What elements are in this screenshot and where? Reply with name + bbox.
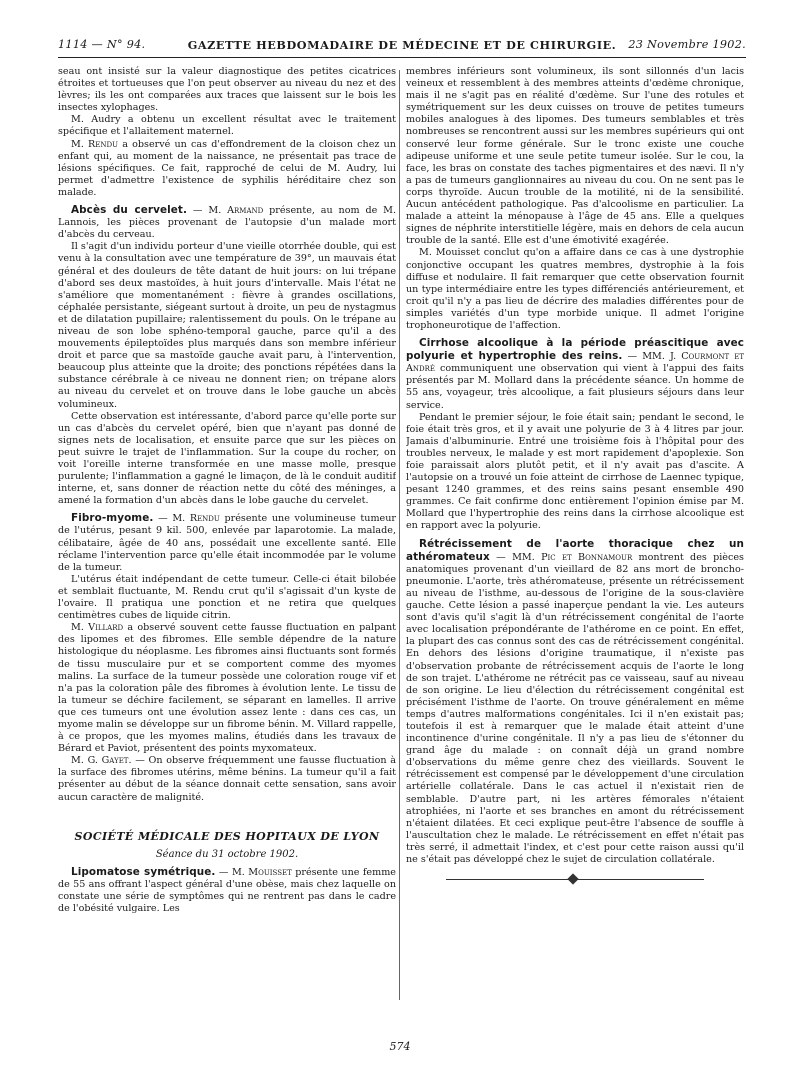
- paragraph: seau ont insisté sur la valeur diagnostique des petites cicatrices étroites et tortueuses que l'on peut observer au niveau du nez et des lèvres; ils les ont comparées aux traces que laissent sur le bois les insectes xylophages.: [58, 66, 396, 114]
- running-header: [58, 34, 746, 58]
- author-name: M. Rendu: [71, 138, 119, 150]
- paragraph-text: — On observe fréquemment une fausse fluctuation à la surface des fibromes utérins, même bénins. La tumeur qu'il a fait présenter au début de la séance donnait cette sensation, sans avoir aucun caractère de malignité.: [58, 755, 396, 803]
- journal-title: GAZETTE HEBDOMADAIRE DE MÉDECINE ET DE CHIRURGIE.: [187, 38, 617, 52]
- section-title: Abcès du cervelet.: [71, 204, 188, 217]
- author-name: M. Armand: [208, 205, 264, 217]
- author-name: MM. J. Courmont et André: [406, 351, 744, 375]
- paragraph: membres inférieurs sont volumineux, ils sont sillonnés d'un lacis veineux et ressemblent à des membres atteints d'œdème chronique, mais il ne s'agit pas en réalité d'œdème. Sur l'une des rotules et symétriquement sur les deux cuisses on trouve de petites tumeurs mobiles analogues à des lipomes. Des tumeurs semblables et très nombreuses se rencontrent aussi sur les membres supérieurs qui ont conservé leur forme générale. Sur le tronc existe une couche adipeuse uniforme et une seule petite tumeur isolée. Sur le cou, la face, les bras on constate des taches pigmentaires et des nævi. Il n'y a pas de tumeurs ganglionnaires au niveau du cou. On ne sent pas le corps thyroïde. Aucun trouble de la motilité, ni de la sensibilité. Aucun antécédent pathologique. Pas d'alcoolisme en particulier. La malade a atteint la ménopause à l'âge de 45 ans. Elle a quelques signes de néphrite interstitielle légère, mais en dehors de cela aucun trouble de la santé. Elle est d'une émotivité exagérée.: [406, 66, 744, 247]
- paragraph-text: a observé un cas d'effondrement de la cloison chez un enfant qui, au moment de la naissance, ne présentait pas trace de lésions spécifiques. Ce fait, rapproché de celui de M. Audry, lui permet d'admettre l'existence de syphilis héréditaire chez son malade.: [58, 138, 396, 198]
- session-date: Séance du 31 octobre 1902.: [155, 848, 299, 860]
- paragraph-text: présente, au nom de M. Lannois, les pièces provenant de l'autopsie d'un malade mort d'abcès du cerveau.: [58, 205, 396, 241]
- paragraph: [58, 622, 396, 755]
- page-folio: 574: [389, 1040, 411, 1053]
- author-name: M. Rendu: [172, 513, 220, 525]
- author-name: M. Villard: [71, 622, 124, 634]
- paragraph-text: montrent des pièces anatomiques provenant d'un vieillard de 82 ans mort de broncho-pneumonie. L'aorte, très athéromateuse, présente un rétrécissement au niveau de l'isthme, au-dessous de l'origine de la sous-clavière gauche. Cette lésion a passé inaperçue pendant la vie. Les auteurs sont d'avis qu'il s'agit là d'un rétrécissement congénital de l'aorte avec localisation prépondérante de l'athérome en ce point. En effet, la plupart des cas connus sont des cas de rétrécissement congénital. En dehors des lésions d'origine traumatique, il n'existe pas d'observation probante de rétrécissement acquis de l'aorte le long de son trajet. L'athérome ne rétrécit pas ce vaisseau, sauf au niveau de son origine. Le lieu d'élection du rétrécissement congénital est précisément l'isthme de l'aorte. On trouve généralement en même temps d'autres malformations congénitales. Ici il n'en existait pas; toutefois il est à remarquer que le malade était atteint d'une incontinence d'urine congénitale. Il n'y a pas lieu de s'étonner du grand âge du malade : on connaît déjà un grand nombre d'observations du même genre chez des vieillards. Souvent le rétrécissement est compensé par le développement d'une circulation artérielle collatérale. Dans le cas actuel il n'existait rien de semblable. D'autre part, ni les artères fémorales n'étaient atrophiées, ni l'aorte et ses branches en amont du rétrécissement n'étaient dilatées. Et ceci explique peut-être l'absence de souffle à l'auscultation chez le malade. Le rétrécissement en effet n'était pas très serré, il admettait l'index, et c'est pour cette raison aussi qu'il ne s'était pas développé chez le sujet de circulation collatérale.: [406, 551, 744, 865]
- section-title: Lipomatose symétrique.: [71, 865, 216, 878]
- paragraph: [58, 755, 396, 803]
- end-ornament: [406, 872, 744, 886]
- issue-date: 23 Novembre 1902.: [628, 38, 746, 51]
- author-name: M. G. Gayet.: [71, 755, 132, 767]
- section-title: Rétrécissement de l'aorte thoracique chez un athéromateux: [406, 537, 744, 563]
- paragraph-text: communiquent une observation qui vient à l'appui des faits présentés par M. Mollard dans la précédente séance. Un homme de 55 ans, voyageur, très alcoolique, a fait plusieurs séjours dans leur service.: [406, 363, 744, 411]
- paragraph: M. Audry a obtenu un excellent résultat avec le traitement spécifique et l'allaitement maternel.: [58, 114, 396, 138]
- section-fibro-myome: Fibro-myome. — M. Rendu présente une volumineuse tumeur de l'utérus, pesant 9 kil. 500, enlevée par laparotomie. La malade, célibataire, âgée de 40 ans, possédait une excellente santé. Elle réclame l'intervention parce qu'elle était incommodée par le volume de la tumeur.: [58, 512, 396, 573]
- section-retrecissement-aorte: Rétrécissement de l'aorte thoracique chez un athéromateux — MM. Pic et Bonnamour montrent des pièces anatomiques provenant d'un vieillard de 82 ans mort de broncho-pneumonie. L'aorte, très athéromateuse, présente un rétrécissement au niveau de l'isthme, au-dessous de l'origine de la sous-clavière gauche. Cette lésion a passé inaperçue pendant la vie. Les auteurs sont d'avis qu'il s'agit là d'un rétrécissement congénital de l'aorte avec localisation prépondérante de l'athérome en ce point. En effet, la plupart des cas connus sont des cas de rétrécissement congénital. En dehors des lésions d'origine traumatique, il n'existe pas d'observation probante de rétrécissement acquis de l'aorte le long de son trajet. L'athérome ne rétrécit pas ce vaisseau, sauf au niveau de son origine. Le lieu d'élection du rétrécissement congénital est précisément l'isthme de l'aorte. On trouve généralement en même temps d'autres malformations congénitales. Ici il n'en existait pas; toutefois il est à remarquer que le malade était atteint d'une incontinence d'urine congénitale. Il n'y a pas lieu de s'étonner du grand âge du malade : on connaît déjà un grand nombre d'observations du même genre chez des vieillards. Souvent le rétrécissement est compensé par le développement d'une circulation artérielle collatérale. Dans le cas actuel il n'existait rien de semblable. D'autre part, ni les artères fémorales n'étaient atrophiées, ni l'aorte et ses branches en amont du rétrécissement n'étaient dilatées. Et ceci explique peut-être l'absence de souffle à l'auscultation chez le malade. Le rétrécissement en effet n'était pas très serré, il admettait l'index, et c'est pour cette raison aussi qu'il ne s'était pas développé chez le sujet de circulation collatérale.: [406, 537, 744, 865]
- paragraph: Pendant le premier séjour, le foie était sain; pendant le second, le foie était très gros, et il y avait une polyurie de 3 à 4 litres par jour. Jamais d'albuminurie. Entré une troisième fois à l'hôpital pour des troubles nerveux, le malade y est mort rapidement d'apoplexie. Son foie paraissait alors plutôt petit, et il n'y avait pas d'ascite. A l'autopsie on a trouvé un foie atteint de cirrhose de Laennec typique, pesant 1240 grammes, et des reins sains pesant ensemble 490 grammes. Ce fait confirme donc entièrement l'opinion émise par M. Mollard que l'hypertrophie des reins dans la cirrhose alcoolique est en rapport avec la polyurie.: [406, 411, 744, 532]
- paragraph-text: présente une volumineuse tumeur de l'utérus, pesant 9 kil. 500, enlevée par laparotomie. La malade, célibataire, âgée de 40 ans, possédait une excellente santé. Elle réclame l'intervention parce qu'elle était incommodée par le volume de la tumeur.: [58, 513, 396, 573]
- paragraph: [58, 139, 396, 199]
- section-lipomatose: Lipomatose symétrique. — M. Mouisset présente une femme de 55 ans offrant l'aspect général d'une obèse, mais chez laquelle on constate une série de symptômes qui ne rentrent pas dans le cadre de l'obésité vulgaire. Les: [58, 865, 396, 914]
- header-rule: [58, 57, 746, 58]
- society-heading: SOCIÉTÉ MÉDICALE DES HOPITAUX DE LYON: [74, 829, 380, 843]
- author-name: MM. Pic et Bonnamour: [512, 551, 633, 563]
- paragraph: M. Mouisset conclut qu'on a affaire dans ce cas à une dystrophie conjonctive occupant les quatres membres, dystrophie à la fois diffuse et nodulaire. Il fait remarquer que cette observation fournit un type intermédiaire entre les types différenciés antérieurement, et croit qu'il n'y a pas lieu de décrire des maladies différentes pour de simples variétés d'un type morbide unique. Il admet l'origine trophoneurotique de l'affection.: [406, 247, 744, 331]
- left-column: [58, 66, 396, 1026]
- author-name: M. Mouisset: [231, 866, 292, 878]
- diamond-ornament-icon: [567, 873, 578, 884]
- right-column: [406, 66, 744, 1026]
- column-divider: [399, 70, 400, 1000]
- paragraph-text: a observé souvent cette fausse fluctuation en palpant des lipomes et des fibromes. Elle semble dépendre de la nature histologique du néoplasme. Les fibromes ainsi fluctuants sont formés de tissu musculaire pur et se comportent comme des myomes malins. La surface de la tumeur possède une coloration rouge vif et n'a pas la coloration pâle des fibromes à évolution lente. Le tissu de la tumeur se déchire facilement, se séparant en lamelles. Il arrive que ces tumeurs ont une évolution assez lente : dans ces cas, un myome malin se développe sur un fibrome bénin. M. Villard rappelle, à ce propos, que les myomes malins, étudiés dans les travaux de Bérard et Paviot, présentent des points myxomateux.: [58, 622, 396, 755]
- section-cirrhose: Cirrhose alcoolique à la période préascitique avec polyurie et hypertrophie des reins. — MM. J. Courmont et André communiquent une observation qui vient à l'appui des faits présentés par M. Mollard dans la précédente séance. Un homme de 55 ans, voyageur, très alcoolique, a fait plusieurs séjours dans leur service.: [406, 337, 744, 411]
- paragraph: Cette observation est intéressante, d'abord parce qu'elle porte sur un cas d'abcès du cervelet opéré, bien que n'ayant pas donné de signes nets de localisation, et ensuite parce que sur les pièces on peut suivre le trajet de l'inflammation. Sur la coupe du rocher, on voit l'oreille interne transformée en une masse molle, presque purulente; l'inflammation a gagné le limaçon, de là le conduit auditif interne, et, sans donner de réaction nette du côté des méninges, a amené la formation d'un abcès dans le lobe gauche du cervelet.: [58, 410, 396, 507]
- paragraph: Il s'agit d'un individu porteur d'une vieille otorrhée double, qui est venu à la consultation avec une température de 39°, un mauvais état général et des douleurs de tête datant de huit jours: on lui trépane d'abord ses deux mastoïdes, à huit jours d'intervalle. Mais l'état ne s'améliore que momentanément : fièvre à grandes oscillations, céphalée persistante, siégeant surtout à droite, un peu de nystagmus et de dilatation pupillaire; ralentissement du pouls. On le trépane au niveau de son lobe sphéno-temporal gauche, parce qu'il a des mouvements épileptoïdes plus marqués dans son membre inférieur droit et parce que sa mastoïde gauche avait paru, à l'intervention, beaucoup plus atteinte que la droite; des ponctions répétées dans la substance cérébrale à ce niveau ne donnent rien; on trépane alors au niveau du cervelet et on trouve dans le lobe gauche un abcès volumineux.: [58, 241, 396, 410]
- section-title: Fibro-myome.: [71, 512, 154, 525]
- page-reference: 1114 — N° 94.: [58, 38, 146, 51]
- section-title: Cirrhose alcoolique à la période préascitique avec polyurie et hypertrophie des reins.: [406, 337, 744, 363]
- paragraph-text: présente une femme de 55 ans offrant l'aspect général d'une obèse, mais chez laquelle on constate une série de symptômes qui ne rentrent pas dans le cadre de l'obésité vulgaire. Les: [58, 866, 396, 914]
- paragraph: L'utérus était indépendant de cette tumeur. Celle-ci était bilobée et semblait fluctuante, M. Rendu crut qu'il s'agissait d'un kyste de l'ovaire. Il pratiqua une ponction et ne retira que quelques centimètres cubes de liquide citrin.: [58, 573, 396, 622]
- section-abces-cervelet: Abcès du cervelet. — M. Armand présente, au nom de M. Lannois, les pièces provenant de l'autopsie d'un malade mort d'abcès du cerveau.: [58, 204, 396, 241]
